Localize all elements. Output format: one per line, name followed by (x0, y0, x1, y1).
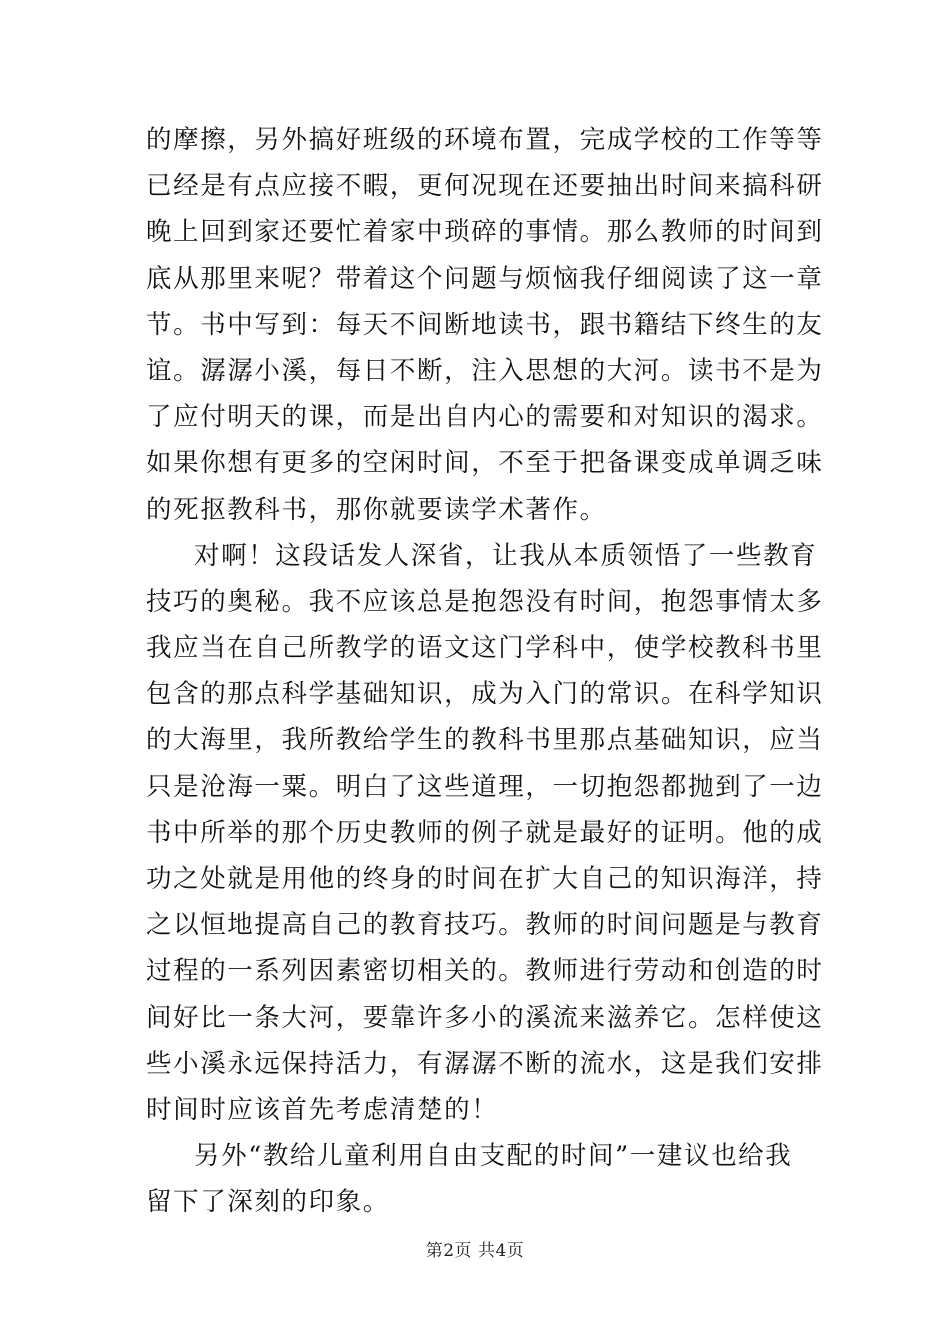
text-line: 只是沧海一粟。明白了这些道理，一切抱怨都抛到了一边 (146, 771, 824, 802)
text-line: 了应付明天的课，而是出自内心的需要和对知识的渴求。 (146, 402, 824, 433)
text-line: 另外“教给儿童利用自由支配的时间”一建议也给我 (194, 1141, 793, 1172)
text-line: 些小溪永远保持活力，有潺潺不断的流水，这是我们安排 (146, 1048, 824, 1079)
text-line: 如果你想有更多的空闲时间，不至于把备课变成单调乏味 (146, 448, 824, 479)
text-line: 间好比一条大河，要靠许多小的溪流来滋养它。怎样使这 (146, 1002, 824, 1033)
text-line: 功之处就是用他的终身的时间在扩大自己的知识海洋，持 (146, 864, 824, 894)
text-line: 技巧的奥秘。我不应该总是抱怨没有时间，抱怨事情太多 (146, 586, 824, 617)
text-line: 过程的一系列因素密切相关的。教师进行劳动和创造的时 (146, 956, 824, 987)
text-line: 时间时应该首先考虑清楚的！ (146, 1094, 499, 1125)
body-text (146, 117, 824, 1226)
text-line: 节。书中写到：每天不间断地读书，跟书籍结下终生的友 (146, 309, 824, 340)
text-line: 晚上回到家还要忙着家中琐碎的事情。那么教师的时间到 (146, 217, 824, 248)
text-line: 的大海里，我所教给学生的教科书里那点基础知识，应当 (146, 725, 824, 756)
text-line: 我应当在自己所教学的语文这门学科中，使学校教科书里 (146, 633, 824, 664)
text-line: 的摩擦，另外搞好班级的环境布置，完成学校的工作等等 (146, 125, 824, 155)
text-line: 已经是有点应接不暇，更何况现在还要抽出时间来搞科研 (146, 171, 824, 202)
text-line: 底从那里来呢？带着这个问题与烦恼我仔细阅读了这一章 (146, 263, 824, 294)
text-line: 谊。潺潺小溪，每日不断，注入思想的大河。读书不是为 (146, 355, 824, 386)
text-line: 书中所举的那个历史教师的例子就是最好的证明。他的成 (146, 817, 824, 848)
text-line: 对啊！这段话发人深省，让我从本质领悟了一些教育 (194, 540, 818, 571)
text-line: 之以恒地提高自己的教育技巧。教师的时间问题是与教育 (146, 910, 824, 941)
text-line: 的死抠教科书，那你就要读学术著作。 (146, 494, 607, 525)
page-footer: 第2页 共4页 (425, 1241, 525, 1261)
text-line: 包含的那点科学基础知识，成为入门的常识。在科学知识 (146, 679, 824, 710)
text-line: 留下了深刻的印象。 (146, 1187, 390, 1218)
